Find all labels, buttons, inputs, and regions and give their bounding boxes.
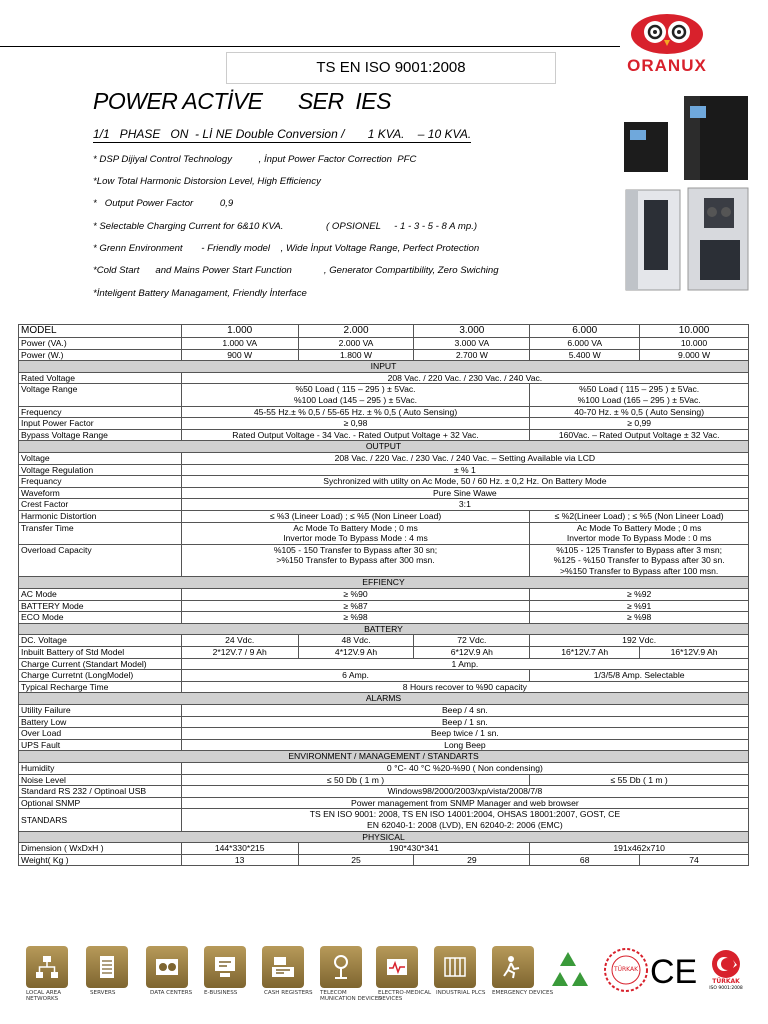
certification-seal-icon: TÜRKAK [602,946,650,994]
application-label: INDUSTRIAL PLCS [436,990,486,996]
table-row: UPS Fault Long Beep [19,739,749,751]
network-icon [26,946,68,988]
table-row: STANDARS TS EN ISO 9001: 2008, TS EN ISO 14001:2004, OHSAS 18001:2007, GOST, CE EN 62040-1: 2008 (LVD), EN 62040-2: 2006 (EMC) [19,809,749,831]
ce-mark-icon: CE [650,953,698,991]
telecom-icon [320,946,362,988]
application-label: DATA CENTERS [150,990,193,996]
application-label: SERVERS [90,990,116,996]
feature-line: *Cold Start and Mains Power Start Function , Generator Compartibility, Zero Swiching [93,265,499,276]
section-header: ALARMS [19,693,749,705]
section-header: BATTERY [19,623,749,635]
application-label: TELECOM MUNICATION DEVICES [320,990,382,1002]
table-row: Power (W.) 900 W 1.800 W 2.700 W 5.400 W 9.000 W [19,349,749,361]
table-row: Typical Recharge Time 8 Hours recover to %90 capacity [19,681,749,693]
section-header: INPUT [19,361,749,373]
table-row: Waveform Pure Sine Wawe [19,487,749,499]
table-row: Inbuilt Battery of Std Model 2*12V.7 / 9 Ah 4*12V.9 Ah 6*12V.9 Ah 16*12V.7 Ah 16*12V.9 Ah [19,647,749,659]
table-row: Rated Voltage 208 Vac. / 220 Vac. / 230 Vac. / 240 Vac. [19,372,749,384]
feature-line: * Output Power Factor 0,9 [93,198,234,209]
table-row: Input Power Factor ≥ 0,98 ≥ 0,99 [19,418,749,430]
section-header: EFFIENCY [19,577,749,589]
table-row: Dimension ( WxDxH ) 144*330*215 190*430*341 191x462x710 [19,843,749,855]
table-row: ECO Mode ≥ %98 ≥ %98 [19,612,749,624]
data-center-icon [146,946,188,988]
table-row: Standard RS 232 / Optinoal USB Windows98/2000/2003/xp/vista/2008/7/8 [19,786,749,798]
cash-register-icon [262,946,304,988]
section-header: OUTPUT [19,441,749,453]
feature-line: *İnteligent Battery Managament, Friendly İnterface [93,288,307,299]
application-label: ELECTRO-MEDICAL DEVICES [378,990,432,1002]
page-title: POWER ACTİVE SER IES [93,88,391,114]
table-row: Battery Low Beep / 1 sn. [19,716,749,728]
table-row: MODEL 1.000 2.000 3.000 6.000 10.000 [19,325,749,338]
iso-certificate-label: TS EN ISO 9001:2008 [226,52,556,84]
server-icon [86,946,128,988]
table-row: Voltage 208 Vac. / 220 Vac. / 230 Vac. / 240 Vac. – Setting Available via LCD [19,452,749,464]
brand-logo [612,10,762,80]
feature-line: *Low Total Harmonic Distorsion Level, High Efficiency [93,176,321,187]
feature-line: * Grenn Environment - Friendly model , Wide İnput Voltage Range, Perfect Protection [93,243,480,254]
e-business-icon [204,946,246,988]
section-header: ENVIRONMENT / MANAGEMENT / STANDARTS [19,751,749,763]
table-row: Charge Curretnt (LongModel) 6 Amp. 1/3/5/8 Amp. Selectable [19,670,749,682]
application-label: E-BUSINESS [204,990,238,996]
table-row: Charge Current (Standart Model) 1 Amp. [19,658,749,670]
table-row: Voltage Regulation ± % 1 [19,464,749,476]
feature-line: * Selectable Charging Current for 6&10 KVA. ( OPSIONEL - 1 - 3 - 5 - 8 A mp.) [93,221,478,232]
owl-logo-icon [612,10,722,56]
table-row: Utility Failure Beep / 4 sn. [19,705,749,717]
turkak-badge-icon: TÜRKAK ISO 9001:2008 [702,948,750,1008]
header-rule [0,46,620,47]
table-row: Frequancy Sychronized with utilty on Ac Mode, 50 / 60 Hz. ± 0,2 Hz. On Battery Mode [19,476,749,488]
applications-strip [22,946,752,1016]
section-header: PHYSICAL [19,831,749,843]
ups-product-image [620,90,760,300]
table-row: Crest Factor 3:1 [19,499,749,511]
table-row: Noise Level ≤ 50 Db ( 1 m ) ≤ 55 Db ( 1 m ) [19,774,749,786]
table-row: AC Mode ≥ %90 ≥ %92 [19,589,749,601]
application-label: LOCAL AREA NETWORKS [26,990,62,1002]
table-row: Optional SNMP Power management from SNMP Manager and web browser [19,797,749,809]
table-row: DC. Voltage 24 Vdc. 48 Vdc. 72 Vdc. 192 Vdc. [19,635,749,647]
emergency-icon [492,946,534,988]
recycle-icon [542,946,594,998]
application-label: EMERGENCY DEVICES [492,990,554,996]
table-row: Over Load Beep twice / 1 sn. [19,728,749,740]
feature-line: * DSP Dijiyal Control Technology , İnput Power Factor Correction PFC [93,154,417,165]
table-row: Frequency 45-55 Hz.± % 0,5 / 55-65 Hz. ± % 0,5 ( Auto Sensing) 40-70 Hz. ± % 0,5 ( Auto Sensing) [19,406,749,418]
table-row: Harmonic Distortion ≤ %3 (Lineer Load) ; ≤ %5 (Non Lineer Load) ≤ %2(Lineer Load) ; ≤ %5 (Non Lineer Load) [19,510,749,522]
table-row: Transfer Time Ac Mode To Battery Mode ; 0 ms Invertor mode To Bypass Mode : 4 ms Ac Mode To Battery Mode ; 0 ms Invertor mode To Bypass Mode : 0 ms [19,522,749,544]
table-row: Overload Capacity %105 - 150 Transfer to Bypass after 30 sn; >%150 Transfer to Bypass after 300 msn. %105 - 125 Transfer to Bypass after 3 msn; %125 - %150 Transfer to Bypass after 30 sn. >%150 Transfer to Bypass after 100 msn. [19,544,749,577]
table-row: Bypass Voltage Range Rated Output Voltage - 34 Vac. - Rated Output Voltage + 32 Vac. 160Vac. – Rated Output Voltage ± 32 Vac. [19,429,749,441]
spec-table [18,324,749,866]
brand-name: ORANUX [627,56,707,75]
table-row: Humidity 0 °C- 40 °C %20-%90 ( Non condensing) [19,762,749,774]
page-subtitle: 1/1 PHASE ON - Lİ NE Double Conversion / 1 KVA. – 10 KVA. [93,127,472,141]
table-row: Voltage Range %50 Load ( 115 – 295 ) ± 5Vac. %100 Load (145 – 295 ) ± 5Vac. %50 Load ( 115 – 295 ) ± 5Vac. %100 Load (165 – 295 ) ± 5Vac. [19,384,749,406]
table-row: BATTERY Mode ≥ %87 ≥ %91 [19,600,749,612]
application-label: CASH REGISTERS [264,990,313,996]
industrial-icon [434,946,476,988]
table-row: Power (VA.) 1.000 VA 2.000 VA 3.000 VA 6.000 VA 10.000 [19,338,749,350]
table-row: Weight( Kg ) 13 25 29 68 74 [19,854,749,866]
medical-icon [376,946,418,988]
